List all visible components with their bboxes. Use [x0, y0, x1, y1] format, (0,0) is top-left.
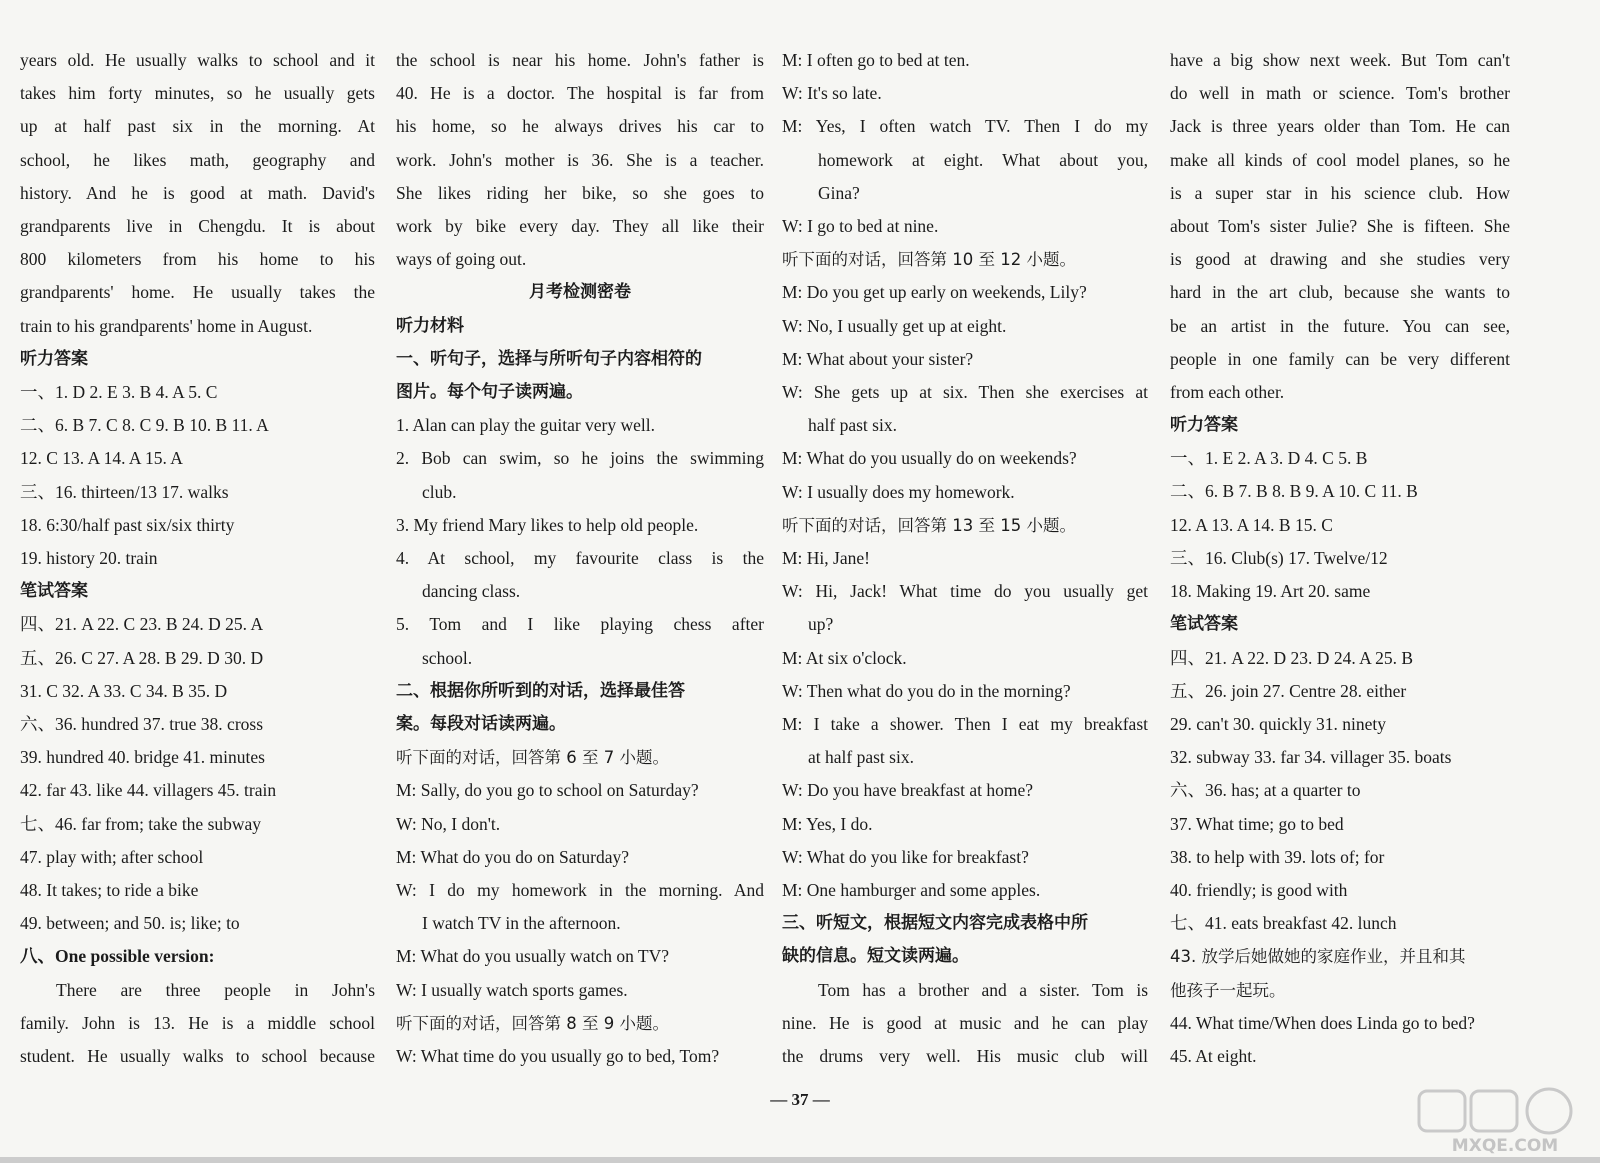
answer-line: 32. subway 33. far 34. villager 35. boats	[1170, 747, 1452, 768]
section-heading: 一、听句子，选择与所听句子内容相符的	[396, 348, 702, 369]
dialogue-line: at half past six.	[808, 747, 914, 768]
text-line: 800 kilometers from his home to his	[20, 249, 375, 270]
text-line: dancing class.	[422, 581, 521, 602]
text-line: is good at drawing and she studies very	[1170, 249, 1510, 270]
answer-line: 五、26. C 27. A 28. B 29. D 30. D	[20, 647, 264, 668]
answer-line: 他孩子一起玩。	[1170, 980, 1286, 1000]
text-line: his home, so he always drives his car to	[396, 116, 764, 137]
text-line: 1. Alan can play the guitar very well.	[396, 415, 656, 436]
answer-line: 七、46. far from; take the subway	[20, 813, 262, 834]
answer-line: 48. It takes; to ride a bike	[20, 879, 199, 900]
text-line: nine. He is good at music and he can play	[782, 1012, 1148, 1033]
answer-line: 三、16. thirteen/13 17. walks	[20, 481, 229, 502]
instruction-line: 听下面的对话，回答第 8 至 9 小题。	[396, 1013, 669, 1033]
answer-line: 43. 放学后她做她的家庭作业，并且和其	[1170, 947, 1466, 967]
text-line: 5. Tom and I like playing chess after	[396, 614, 764, 635]
section-heading: 图片。每个句子读两遍。	[396, 381, 583, 402]
text-line: work by bike every day. They all like their	[396, 215, 764, 236]
dialogue-line: up?	[808, 614, 834, 635]
column-2	[396, 44, 764, 1073]
section-heading: 听力答案	[20, 348, 88, 369]
dialogue-line: W: I usually does my homework.	[782, 481, 1015, 502]
column-3	[782, 44, 1148, 1073]
answer-line: 四、21. A 22. D 23. D 24. A 25. B	[1170, 647, 1414, 668]
text-line: club.	[422, 481, 457, 502]
text-line: is a super star in his science club. How	[1170, 182, 1510, 203]
section-heading: 二、根据你所听到的对话，选择最佳答	[396, 680, 685, 701]
dialogue-line: W: It's so late.	[782, 83, 882, 104]
text-line: work. John's mother is 36. She is a teacher.	[396, 149, 764, 170]
text-line: history. And he is good at math. David's	[20, 182, 375, 203]
text-line: about Tom's sister Julie? She is fifteen. She	[1170, 215, 1510, 236]
answer-line: 39. hundred 40. bridge 41. minutes	[20, 747, 265, 768]
text-line: 40. He is a doctor. The hospital is far from	[396, 83, 764, 104]
text-line: have a big show next week. But Tom can't	[1170, 50, 1510, 70]
text-line: up at half past six in the morning. At	[20, 116, 375, 137]
answer-line: 40. friendly; is good with	[1170, 879, 1348, 900]
dialogue-line: M: Hi, Jane!	[782, 548, 870, 568]
text-line: There are three people in John's	[56, 979, 375, 1000]
text-line: student. He usually walks to school because	[20, 1045, 375, 1066]
text-line: from each other.	[1170, 381, 1285, 402]
text-line: Jack is three years older than Tom. He can	[1170, 116, 1510, 137]
text-line: Tom has a brother and a sister. Tom is	[818, 979, 1148, 1000]
dialogue-line: W: No, I usually get up at eight.	[782, 315, 1007, 336]
answer-line: 42. far 43. like 44. villagers 45. train	[20, 780, 277, 801]
answer-line: 18. Making 19. Art 20. same	[1170, 581, 1371, 602]
section-heading: 听力材料	[396, 315, 464, 336]
answer-line: 四、21. A 22. C 23. B 24. D 25. A	[20, 614, 264, 635]
answer-line: 19. history 20. train	[20, 547, 158, 568]
instruction-line: 听下面的对话，回答第 10 至 12 小题。	[782, 250, 1076, 270]
instruction-line: 听下面的对话，回答第 13 至 15 小题。	[782, 515, 1076, 535]
dialogue-line: M: What do you usually watch on TV?	[396, 946, 669, 967]
section-heading: 案。每段对话读两遍。	[396, 713, 566, 734]
column-1	[20, 44, 375, 1073]
answer-line: 29. can't 30. quickly 31. ninety	[1170, 713, 1387, 734]
answer-line: 18. 6:30/half past six/six thirty	[20, 514, 235, 535]
answer-line: 二、6. B 7. B 8. B 9. A 10. C 11. B	[1170, 481, 1418, 502]
text-line: the drums very well. His music club will	[782, 1045, 1148, 1066]
section-heading: 笔试答案	[1170, 614, 1238, 635]
section-heading: 缺的信息。短文读两遍。	[782, 946, 969, 967]
dialogue-line: W: I go to bed at nine.	[782, 215, 939, 236]
text-line: years old. He usually walks to school and it	[20, 50, 375, 70]
dialogue-line: W: What do you like for breakfast?	[782, 846, 1029, 867]
dialogue-line: W: She gets up at six. Then she exercises at	[782, 382, 1148, 402]
watermark-logo	[1415, 1085, 1595, 1157]
text-line: She likes riding her bike, so she goes to	[396, 182, 764, 203]
text-line: make all kinds of cool model planes, so he	[1170, 149, 1510, 170]
page-number: — 37 —	[770, 1090, 830, 1109]
dialogue-line: M: Sally, do you go to school on Saturday?	[396, 780, 699, 801]
dialogue-line: M: What do you usually do on weekends?	[782, 448, 1077, 469]
dialogue-line: I watch TV in the afternoon.	[422, 913, 621, 934]
answer-line: 37. What time; go to bed	[1170, 813, 1344, 834]
dialogue-line: M: Yes, I often watch TV. Then I do my	[782, 116, 1148, 137]
dialogue-line: homework at eight. What about you,	[818, 149, 1148, 170]
answer-line: 三、16. Club(s) 17. Twelve/12	[1170, 547, 1388, 568]
column-4	[1170, 44, 1510, 1073]
text-line: ways of going out.	[396, 249, 527, 270]
answer-line: 六、36. has; at a quarter to	[1170, 780, 1361, 801]
answer-line: 44. What time/When does Linda go to bed?	[1170, 1012, 1475, 1033]
dialogue-line: M: Yes, I do.	[782, 813, 873, 834]
answer-line: 一、1. E 2. A 3. D 4. C 5. B	[1170, 448, 1368, 469]
text-line: train to his grandparents' home in August.	[20, 315, 313, 336]
dialogue-line: W: I do my homework in the morning. And	[396, 879, 764, 900]
dialogue-line: M: At six o'clock.	[782, 647, 907, 668]
writing-heading: 八、One possible version:	[20, 946, 215, 967]
text-line: grandparents' home. He usually takes the	[20, 282, 375, 303]
text-line: the school is near his home. John's father is	[396, 50, 764, 70]
dialogue-line: M: I take a shower. Then I eat my breakfast	[782, 714, 1148, 734]
svg-text:MXQE.COM: MXQE.COM	[1451, 1136, 1559, 1156]
dialogue-line: M: One hamburger and some apples.	[782, 880, 1041, 900]
answer-line: 12. C 13. A 14. A 15. A	[20, 448, 183, 469]
text-line: hard in the art club, because she wants to	[1170, 282, 1510, 303]
instruction-line: 听下面的对话，回答第 6 至 7 小题。	[396, 748, 669, 768]
answer-line: 一、1. D 2. E 3. B 4. A 5. C	[20, 381, 218, 402]
text-line: 4. At school, my favourite class is the	[396, 547, 764, 568]
dialogue-line: W: What time do you usually go to bed, Tom?	[396, 1045, 720, 1066]
answer-line: 七、41. eats breakfast 42. lunch	[1170, 913, 1397, 934]
answer-line: 49. between; and 50. is; like; to	[20, 913, 240, 934]
dialogue-line: M: Do you get up early on weekends, Lily?	[782, 282, 1087, 303]
exam-title: 月考检测密卷	[529, 282, 631, 303]
dialogue-line: W: I usually watch sports games.	[396, 979, 628, 1000]
text-line: school.	[422, 647, 473, 668]
text-line: people in one family can be very different	[1170, 348, 1510, 369]
text-line: grandparents live in Chengdu. It is about	[20, 215, 375, 236]
text-line: 3. My friend Mary likes to help old people.	[396, 514, 699, 535]
dialogue-line: W: Hi, Jack! What time do you usually get	[782, 581, 1148, 602]
answer-line: 二、6. B 7. C 8. C 9. B 10. B 11. A	[20, 415, 269, 436]
dialogue-line: W: Do you have breakfast at home?	[782, 780, 1034, 801]
scan-edge	[0, 1157, 1600, 1163]
dialogue-line: Gina?	[818, 182, 860, 203]
text-line: be an artist in the future. You can see,	[1170, 315, 1510, 336]
text-line: family. John is 13. He is a middle school	[20, 1012, 375, 1033]
dialogue-line: W: Then what do you do in the morning?	[782, 680, 1071, 701]
answer-line: 12. A 13. A 14. B 15. C	[1170, 514, 1333, 535]
answer-line: 31. C 32. A 33. C 34. B 35. D	[20, 680, 228, 701]
answer-line: 六、36. hundred 37. true 38. cross	[20, 713, 264, 734]
answer-line: 五、26. join 27. Centre 28. either	[1170, 680, 1407, 701]
section-heading: 听力答案	[1170, 415, 1238, 436]
text-line: school, he likes math, geography and	[20, 149, 375, 170]
text-line: 2. Bob can swim, so he joins the swimming	[396, 448, 764, 469]
dialogue-line: W: No, I don't.	[396, 813, 501, 834]
section-heading: 三、听短文，根据短文内容完成表格中所	[782, 913, 1088, 934]
dialogue-line: M: What about your sister?	[782, 348, 974, 369]
dialogue-line: M: What do you do on Saturday?	[396, 846, 629, 867]
text-line: takes him forty minutes, so he usually gets	[20, 83, 375, 104]
answer-line: 38. to help with 39. lots of; for	[1170, 846, 1385, 867]
dialogue-line: half past six.	[808, 415, 897, 436]
dialogue-line: M: I often go to bed at ten.	[782, 50, 970, 70]
answer-line: 45. At eight.	[1170, 1045, 1257, 1066]
text-line: do well in math or science. Tom's brother	[1170, 83, 1510, 104]
answer-line: 47. play with; after school	[20, 846, 204, 867]
section-heading: 笔试答案	[20, 581, 88, 602]
